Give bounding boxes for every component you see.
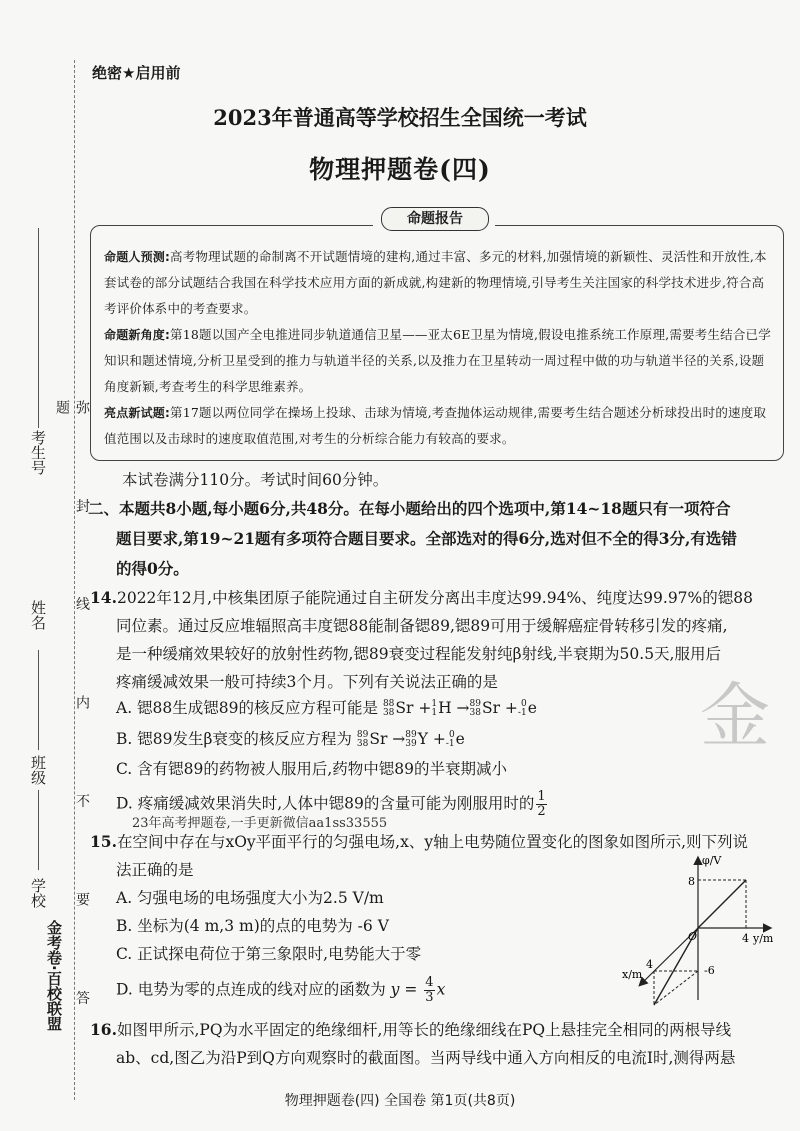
q14-line-3: 是一种缓痛效果较好的放射性药物,锶89衰变过程能发射纯β射线,半衰期为50.5天,服用后 [116,645,721,663]
class-label: 班级 [29,755,47,785]
class-blank [38,790,39,870]
phi-label: φ/V [702,854,722,867]
q14-line-2: 同位素。通过反应堆辐照高丰度锶88能制备锶89,锶89可用于缓解癌症骨转移引发的疼痛, [116,617,728,635]
union-label: 金考卷·百校联盟 [45,920,63,1031]
secret-label: 绝密★启用前 [92,64,181,82]
report-item-2: 命题新角度:第18题以国产全电推进同步轨道通信卫星——亚太6E卫星为情境,假设电推系统工作原理,需要考生结合已学知识和题述情境,分析卫星受到的推力与轨道半径的关系,以及推力在卫星转动一周过程中做的功与轨道半径的关系,设题角度新颖,考查考生的科学思维素养。 [104,327,771,394]
phi-y-line [698,880,746,928]
school-label: 学校 [29,878,47,908]
q15-line-1: 15.在空间中存在与xOy平面平行的匀强电场,x、y轴上电势随位置变化的图象如图所示,则下列说 [90,832,749,851]
section-line-1: 二、本题共8小题,每小题6分,共48分。在每小题给出的四个选项中,第14~18题只有一项符合 [88,499,731,518]
q14-line-4: 疼痛缓减效果一般可持续3个月。下列有关说法正确的是 [116,673,498,691]
exam-info: 本试卷满分110分。考试时间60分钟。 [122,471,389,489]
q16-line-1: 16.如图甲所示,PQ为水平固定的绝缘细杆,用等长的绝缘细线在PQ上悬挂完全相同的两根导线 [90,1020,732,1039]
potential-graph [620,850,780,1020]
tick-8: 8 [688,875,695,888]
paper-title: 物理押题卷(四) [309,155,491,184]
report-item-1: 命题人预测:高考物理试题的命制离不开试题情境的建构,通过丰富、多元的材料,加强情境的新颖性、灵活性和开放性,本套试卷的部分试题结合我国在科学技术应用方面的新成就,构建新的物理情境,引导考生关注国家的科学技术进步,符合高考评价体系中的考查要求。 [104,249,767,316]
page-footer: 物理押题卷(四) 全国卷 第1页(共8页) [284,1093,516,1109]
exam-title: 2023年普通高等学校招生全国统一考试 [213,105,587,130]
exam-no-label: 考生号 [29,430,47,475]
report-item-3: 亮点新试题:第17题以两位同学在操场上投球、击球为情境,考查抛体运动规律,需要考生结合题述分析球投出时的速度取值范围以及击球时的速度取值范围,对考生的分析综合能力有较高的要求。 [104,405,767,446]
name-label: 姓名 [29,600,47,630]
section-line-2: 题目要求,第19~21题有多项符合题目要求。全部选对的得6分,选对但不全的得3分,有选错 [116,529,737,548]
report-tag-label: 命题报告 [381,207,489,231]
q14-option-c[interactable]: C. 含有锶89的药物被人服用后,药物中锶89的半衰期减小 [116,760,508,778]
origin-label: O [688,930,698,943]
stamp-text: 23年高考押题卷,一手更新微信aa1ss33555 [132,816,388,831]
tick-m6: -6 [704,964,715,977]
q15-option-a[interactable]: A. 匀强电场的电场强度大小为2.5 V/m [116,889,384,907]
q16-line-2: ab、cd,图乙为沿P到Q方向观察时的截面图。当两导线中通入方向相反的电流I时,测得两悬 [116,1049,736,1067]
q14-option-b[interactable]: B. 锶89发生β衰变的核反应方程为 89 38 Sr → 89 39 Y + 0 -1 e [116,730,465,749]
tick-4x: 4 [646,958,653,971]
q15-line-2: 法正确的是 [116,861,194,879]
q14-option-d[interactable]: D. 疼痛缓减效果消失时,人体中锶89的含量可能为刚服用时的 $\frac{1}{2}$ [116,789,546,819]
q15-option-d[interactable]: D. 电势为零的点连成的线对应的函数为 y = $\frac{4}{3}$ x [116,975,446,1005]
watermark: 金 [700,675,770,757]
exam-no-blank [38,228,39,428]
section-line-3: 的得0分。 [116,559,189,578]
dash-proj [654,971,698,1005]
x-label: x/m [622,968,643,981]
tick-4y: 4 [742,932,749,945]
q14-line-1: 14.2022年12月,中核集团原子能院通过自主研发分离出丰度达99.94%、纯度达99.97%的锶88 [90,588,753,607]
report-tag [373,205,495,231]
q15-option-c[interactable]: C. 正试探电荷位于第三象限时,电势能大于零 [116,945,422,963]
q15-option-b[interactable]: B. 坐标为(4 m,3 m)的点的电势为 -6 V [116,917,389,935]
y-label: y/m [753,932,774,945]
seal-warning: 弥 封 线 内 不 要 答 题 [54,400,90,1045]
q14-option-a[interactable]: A. 锶88生成锶89的核反应方程可能是 88 38 Sr + 1 1 H → 89 38 Sr + 0 -1 e [116,699,537,718]
name-blank [38,650,39,750]
